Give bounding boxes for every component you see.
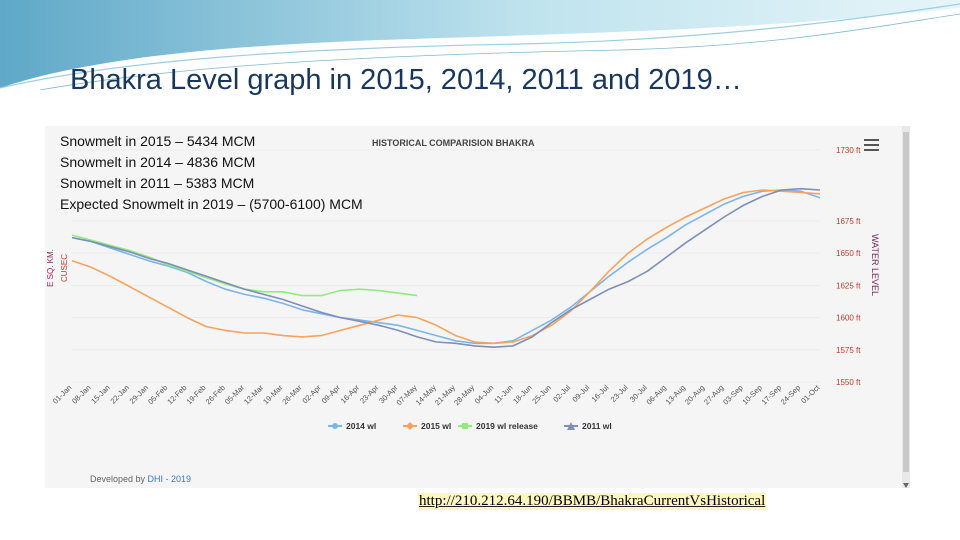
x-tick-label: 26-Feb bbox=[203, 383, 227, 407]
note-2015: Snowmelt in 2015 – 5434 MCM bbox=[60, 133, 256, 149]
x-tick-label: 16-Apr bbox=[338, 383, 362, 406]
x-tick-label: 16-Jul bbox=[589, 383, 611, 404]
x-tick-label: 24-Sep bbox=[778, 383, 803, 407]
x-tick-label: 25-Jun bbox=[530, 383, 553, 406]
x-tick-label: 30-Jul bbox=[627, 383, 649, 404]
right-axis-tick-label: 1650 ft bbox=[836, 249, 861, 259]
credit-brand: DHI - 2019 bbox=[147, 474, 192, 484]
right-axis-tick-label: 1625 ft bbox=[836, 281, 861, 291]
legend-label: 2014 wl bbox=[346, 421, 377, 431]
x-tick-label: 21-May bbox=[432, 383, 458, 408]
x-tick-label: 13-Aug bbox=[663, 383, 688, 407]
x-tick-label: 12-Feb bbox=[165, 383, 189, 407]
credit-prefix: Developed by bbox=[90, 474, 148, 484]
legend-label: 2015 wl bbox=[421, 421, 452, 431]
x-tick-label: 05-Mar bbox=[222, 383, 247, 407]
right-axis-tick-label: 1575 ft bbox=[836, 345, 861, 355]
scrollbar-thumb[interactable] bbox=[903, 132, 909, 472]
source-link[interactable]: http://210.212.64.190/BBMB/BhakraCurrentVsHistorical bbox=[419, 493, 766, 509]
x-tick-label: 02-Apr bbox=[300, 383, 323, 406]
legend-label: 2019 wl release bbox=[476, 421, 538, 431]
x-tick-label: 30-Apr bbox=[377, 383, 400, 406]
right-axis-tick-label: 1550 ft bbox=[836, 378, 861, 387]
legend-marker bbox=[462, 423, 468, 429]
x-tick-label: 19-Mar bbox=[261, 383, 285, 407]
right-axis-tick-label: 1675 ft bbox=[836, 216, 861, 226]
x-tick-label: 27-Aug bbox=[702, 383, 726, 407]
x-tick-label: 09-Apr bbox=[319, 383, 342, 406]
x-tick-label: 10-Sep bbox=[740, 383, 764, 407]
x-tick-label: 20-Aug bbox=[682, 383, 707, 407]
right-axis-tick-label: 1600 ft bbox=[836, 313, 861, 323]
scroll-down-arrow-icon[interactable] bbox=[903, 483, 909, 488]
right-axis-title: WATER LEVEL bbox=[870, 233, 880, 297]
x-tick-label: 23-Jul bbox=[608, 383, 630, 404]
x-tick-label: 02-Jul bbox=[551, 383, 573, 404]
note-2011: Snowmelt in 2011 – 5383 MCM bbox=[60, 175, 255, 191]
x-tick-label: 19-Feb bbox=[184, 383, 208, 407]
x-tick-label: 01-Jan bbox=[50, 383, 74, 406]
hamburger-menu-icon[interactable] bbox=[864, 139, 879, 151]
note-2019-expected: Expected Snowmelt in 2019 – (5700-6100) MCM bbox=[60, 196, 363, 212]
chart-title: HISTORICAL COMPARISION BHAKRA bbox=[372, 138, 535, 148]
legend-marker bbox=[406, 422, 414, 430]
snowmelt-notes bbox=[60, 131, 363, 215]
x-tick-label: 17-Sep bbox=[759, 383, 784, 407]
x-tick-label: 15-Jan bbox=[89, 383, 112, 406]
x-tick-label: 07-May bbox=[394, 383, 419, 408]
note-2014: Snowmelt in 2014 – 4836 MCM bbox=[60, 154, 256, 170]
x-tick-label: 04-Jun bbox=[472, 383, 496, 406]
x-tick-label: 09-Jul bbox=[570, 383, 592, 404]
x-tick-label: 26-Mar bbox=[280, 383, 304, 407]
legend-marker bbox=[332, 423, 338, 429]
x-tick-label: 11-Jun bbox=[492, 383, 515, 406]
legend-label: 2011 wl bbox=[582, 421, 612, 431]
x-tick-label: 14-May bbox=[413, 383, 438, 408]
x-tick-label: 01-Oct bbox=[799, 383, 822, 406]
series-line-2019-wl-release bbox=[72, 235, 417, 296]
x-tick-label: 23-Apr bbox=[358, 383, 381, 406]
left-axis-title: CUSEC bbox=[60, 253, 69, 283]
x-tick-label: 05-Feb bbox=[146, 383, 170, 407]
slide-title: Bhakra Level graph in 2015, 2014, 2011 and 2019… bbox=[70, 64, 742, 96]
x-tick-label: 12-Mar bbox=[242, 383, 266, 407]
vertical-scrollbar[interactable] bbox=[902, 126, 910, 488]
x-tick-label: 22-Jan bbox=[108, 383, 131, 406]
right-axis-tick-label: 1730 ft bbox=[836, 146, 861, 155]
x-tick-label: 29-Jan bbox=[127, 383, 151, 406]
left-axis-title: E SQ. KM. bbox=[46, 249, 55, 287]
x-tick-label: 18-Jun bbox=[511, 383, 534, 406]
x-tick-label: 08-Jan bbox=[70, 383, 93, 406]
x-tick-label: 06-Aug bbox=[644, 383, 668, 407]
x-tick-label: 03-Sep bbox=[721, 383, 745, 407]
developer-credit bbox=[90, 474, 191, 484]
x-tick-label: 28-May bbox=[452, 383, 477, 408]
